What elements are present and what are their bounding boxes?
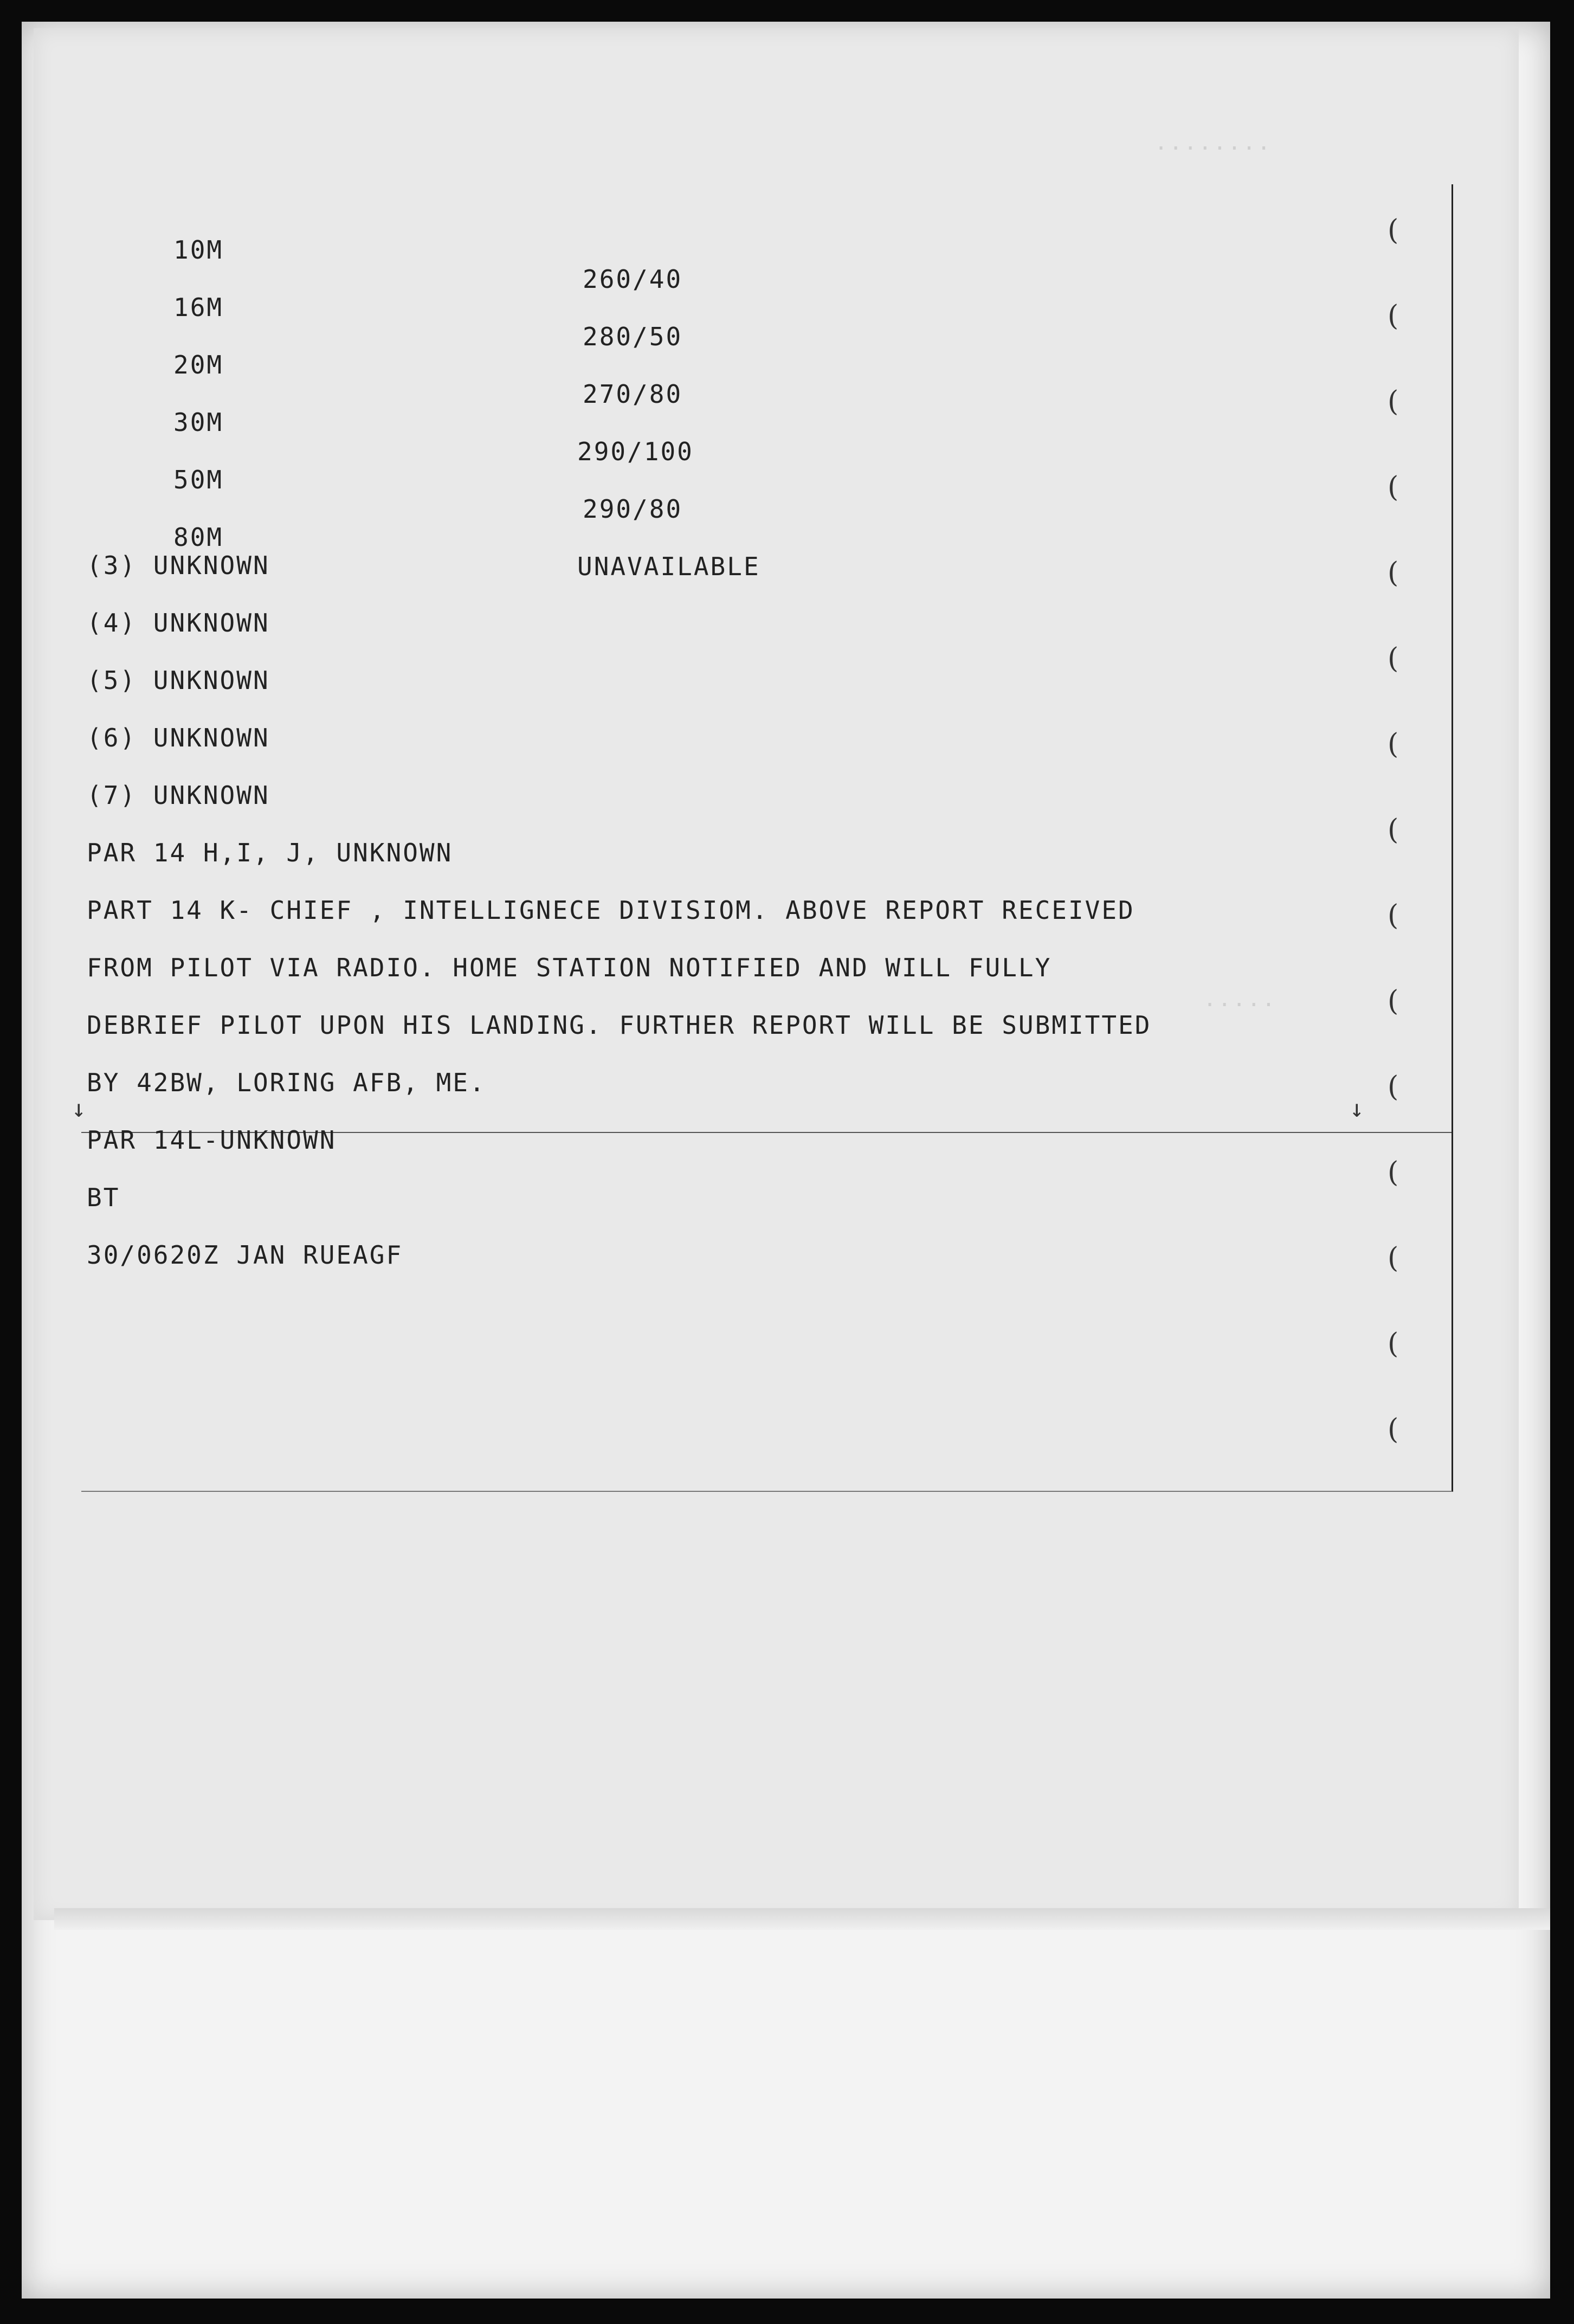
page-shadow	[54, 1908, 1550, 1930]
altitude-label: 16M	[173, 293, 224, 322]
feed-hole: (	[1388, 471, 1399, 504]
feed-hole: (	[1388, 1071, 1399, 1103]
bleed-through-text: ........	[1154, 130, 1272, 155]
feed-hole: (	[1388, 642, 1399, 675]
paragraph-line: FROM PILOT VIA RADIO. HOME STATION NOTIFIED AND WILL FULLY	[87, 953, 1052, 982]
item-line: (5) UNKNOWN	[87, 666, 270, 695]
wind-value: 290/80	[583, 494, 683, 524]
feed-hole: (	[1388, 985, 1399, 1018]
paragraph-line: PAR 14L-UNKNOWN	[87, 1125, 337, 1155]
paragraph-line: BY 42BW, LORING AFB, ME.	[87, 1068, 486, 1097]
paragraph-line: PART 14 K- CHIEF , INTELLIGNECE DIVISIOM. ABOVE REPORT RECEIVED	[87, 896, 1135, 925]
altitude-label: 80M	[173, 523, 224, 552]
arrow-down-icon: ↓	[1350, 1095, 1364, 1123]
wind-value: 260/40	[583, 265, 683, 294]
paragraph-line: DEBRIEF PILOT UPON HIS LANDING. FURTHER REPORT WILL BE SUBMITTED	[87, 1010, 1152, 1040]
feed-hole: (	[1388, 899, 1399, 932]
wind-value: 290/100	[577, 437, 694, 466]
feed-hole: (	[1388, 557, 1399, 589]
feed-hole: (	[1388, 385, 1399, 418]
item-line: (6) UNKNOWN	[87, 723, 270, 752]
break-marker: BT	[87, 1183, 120, 1212]
paragraph-line: PAR 14 H,I, J, UNKNOWN	[87, 838, 453, 867]
altitude-label: 50M	[173, 465, 224, 494]
date-time-group: 30/0620Z JAN RUEAGF	[87, 1240, 403, 1270]
feed-hole: (	[1388, 1242, 1399, 1274]
feed-hole: (	[1388, 300, 1399, 332]
item-line: (7) UNKNOWN	[87, 781, 270, 810]
altitude-label: 30M	[173, 408, 224, 437]
feed-hole: (	[1388, 1156, 1399, 1189]
item-line: (3) UNKNOWN	[87, 551, 270, 580]
feed-hole: (	[1388, 1328, 1399, 1360]
feed-hole: (	[1388, 1413, 1399, 1446]
bleed-through-text: .....	[1203, 987, 1277, 1012]
wind-value: UNAVAILABLE	[577, 552, 760, 581]
altitude-label: 10M	[173, 235, 224, 265]
wind-value: 280/50	[583, 322, 683, 351]
item-line: (4) UNKNOWN	[87, 608, 270, 638]
feed-hole: (	[1388, 814, 1399, 846]
feed-hole: (	[1388, 728, 1399, 761]
wind-value: 270/80	[583, 379, 683, 409]
feed-hole: (	[1388, 214, 1399, 247]
feed-holes	[1388, 214, 1420, 1461]
arrow-down-icon: ↓	[72, 1095, 86, 1123]
altitude-label: 20M	[173, 350, 224, 379]
